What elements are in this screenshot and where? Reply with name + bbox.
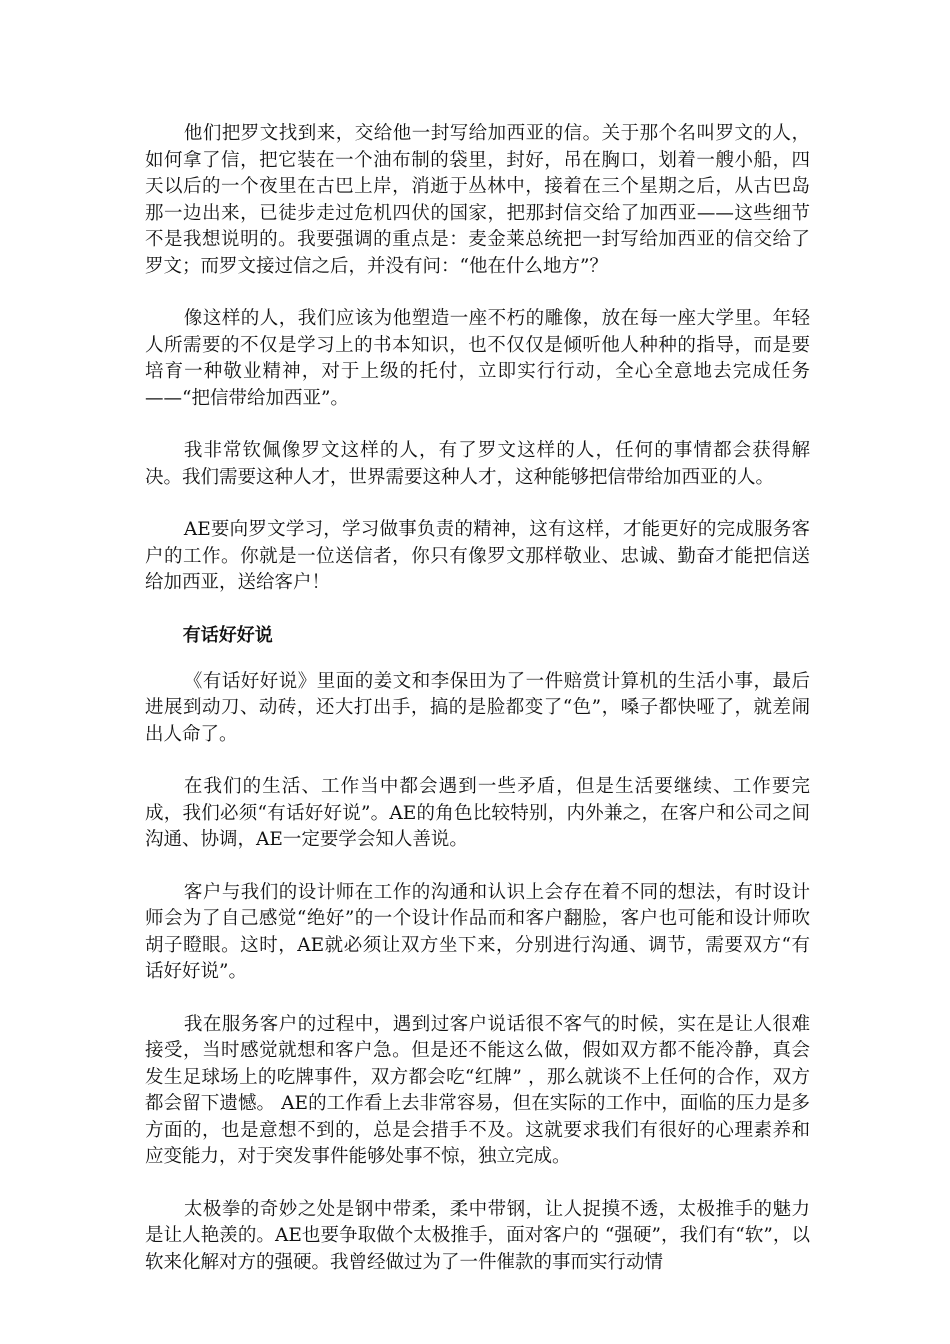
paragraph-movie: 《有话好好说》里面的姜文和李保田为了一件赔赏计算机的生活小事，最后进展到动刀、动砖，还大打出手，搞的是脸都变了“色”，嗓子都快哑了，就差闹出人命了。 (145, 670, 810, 745)
paragraph-rowan-letter: 他们把罗文找到来，交给他一封写给加西亚的信。关于那个名叫罗文的人，如何拿了信，把它装在一个油布制的袋里，封好，吊在胸口，划着一艘小船，四天以后的一个夜里在古巴上岸，消逝于丛林中，接着在三个星期之后，从古巴岛那一边出来，已徒步走过危机四伏的国家，把那封信交给了加西亚——这些细节不是我想说明的。我要强调的重点是：麦金莱总统把一封写给加西亚的信交给了罗文；而罗文接过信之后，并没有问：“他在什么地方”？ (145, 123, 810, 277)
paragraph-taiji: 太极拳的奇妙之处是钢中带柔，柔中带钢，让人捉摸不透，太极推手的魅力是让人艳羡的。AE也要争取做个太极推手，面对客户的 “强硬”，我们有“软”，以软来化解对方的强硬。我曾经做过为了一件催款的事而实行动情 (145, 1198, 810, 1273)
paragraph-ae-learn: AE要向罗文学习，学习做事负责的精神，这有这样，才能更好的完成服务客户的工作。你就是一位送信者，你只有像罗文那样敬业、忠诚、勤奋才能把信送给加西亚，送给客户！ (145, 519, 810, 593)
paragraph-statue: 像这样的人，我们应该为他塑造一座不朽的雕像，放在每一座大学里。年轻人所需要的不仅是学习上的书本知识，也不仅仅是倾听他人种种的指导，而是要培育一种敬业精神，对于上级的托付，立即实行行动，全心全意地去完成任务——“把信带给加西亚”。 (145, 308, 810, 409)
paragraph-conflicts: 在我们的生活、工作当中都会遇到一些矛盾，但是生活要继续、工作要完成，我们必须“有话好好说”。AE的角色比较特别，内外兼之，在客户和公司之间沟通、协调，AE一定要学会知人善说。 (145, 776, 810, 850)
section-heading: 有话好好说 (182, 624, 273, 646)
document-body (145, 121, 810, 1302)
paragraph-service-experience: 我在服务客户的过程中，遇到过客户说话很不客气的时候，实在是让人很难接受，当时感觉就想和客户急。但是还不能这么做，假如双方都不能冷静，真会发生足球场上的吃牌事件，双方都会吃“红牌” ，那么就谈不上任何的合作，双方都会留下遗憾。 AE的工作看上去非常容易，但在实际的工作中，面临的压力是多方面的，也是意想不到的，总是会措手不及。这就要求我们有很好的心理素养和应变能力，对于突发事件能够处事不惊，独立完成。 (145, 1013, 810, 1167)
paragraph-admire-rowan: 我非常钦佩像罗文这样的人，有了罗文这样的人，任何的事情都会获得解决。我们需要这种人才，世界需要这种人才，这种能够把信带给加西亚的人。 (145, 440, 810, 488)
paragraph-designers: 客户与我们的设计师在工作的沟通和认识上会存在着不同的想法，有时设计师会为了自己感觉“绝好”的一个设计作品而和客户翻脸，客户也可能和设计师吹胡子瞪眼。这时，AE就必须让双方坐下来，分别进行沟通、调节，需要双方“有话好好说”。 (145, 881, 810, 982)
